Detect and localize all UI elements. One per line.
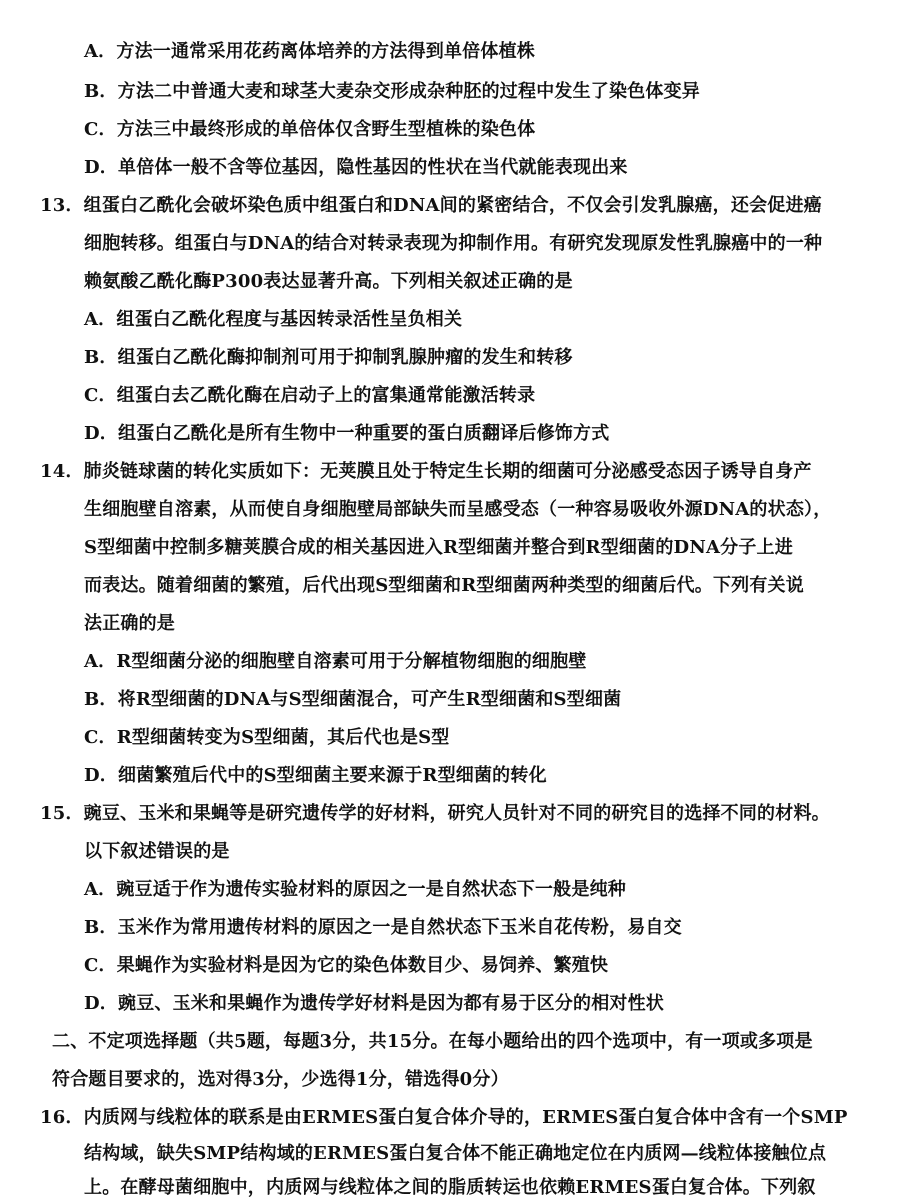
q15-stem-line-1: 15．豌豆、玉米和果蝇等是研究遗传学的好材料，研究人员针对不同的研究目的选择不同的材料。 — [40, 803, 830, 824]
q15-option-b: B．玉米作为常用遗传材料的原因之一是自然状态下玉米自花传粉，易自交 — [84, 917, 682, 938]
q16-stem-line-2: 结构域，缺失SMP结构域的ERMES蛋白复合体不能正确地定位在内质网—线粒体接触位点 — [84, 1143, 827, 1164]
q14-option-d: D．细菌繁殖后代中的S型细菌主要来源于R型细菌的转化 — [84, 765, 547, 786]
q13-stem-line-3: 赖氨酸乙酰化酶P300表达显著升高。下列相关叙述正确的是 — [84, 271, 573, 292]
q13-option-b: B．组蛋白乙酰化酶抑制剂可用于抑制乳腺肿瘤的发生和转移 — [84, 347, 573, 368]
q12-option-c: C．方法三中最终形成的单倍体仅含野生型植株的染色体 — [84, 119, 536, 140]
q14-stem-line-1: 14．肺炎链球菌的转化实质如下：无荚膜且处于特定生长期的细菌可分泌感受态因子诱导自身产 — [40, 461, 812, 482]
q13-stem-line-1: 13．组蛋白乙酰化会破坏染色质中组蛋白和DNA间的紧密结合，不仅会引发乳腺癌，还会促进癌 — [40, 195, 822, 216]
q12-option-a: A．方法一通常采用花药离体培养的方法得到单倍体植株 — [84, 41, 535, 62]
q15-option-c: C．果蝇作为实验材料是因为它的染色体数目少、易饲养、繁殖快 — [84, 955, 609, 976]
section-2-header-line-1: 二、不定项选择题（共5题，每题3分，共15分。在每小题给出的四个选项中，有一项或多项是 — [52, 1031, 813, 1052]
q13-option-a: A．组蛋白乙酰化程度与基因转录活性呈负相关 — [84, 309, 463, 330]
q15-option-a: A．豌豆适于作为遗传实验材料的原因之一是自然状态下一般是纯种 — [84, 879, 626, 900]
q14-stem-line-2: 生细胞壁自溶素，从而使自身细胞壁局部缺失而呈感受态（一种容易吸收外源DNA的状态）， — [84, 499, 832, 520]
section-2-header-line-2: 符合题目要求的，选对得3分，少选得1分，错选得0分） — [52, 1069, 509, 1090]
q15-stem-line-2: 以下叙述错误的是 — [84, 841, 230, 862]
q13-option-d: D．组蛋白乙酰化是所有生物中一种重要的蛋白质翻译后修饰方式 — [84, 423, 610, 444]
q14-option-a: A．R型细菌分泌的细胞壁自溶素可用于分解植物细胞的细胞壁 — [84, 651, 587, 672]
q14-stem-line-3: S型细菌中控制多糖荚膜合成的相关基因进入R型细菌并整合到R型细菌的DNA分子上进 — [84, 537, 793, 558]
q16-stem-line-3: 上。在酵母菌细胞中，内质网与线粒体之间的脂质转运也依赖ERMES蛋白复合体。下列叙 — [84, 1177, 816, 1198]
q15-option-d: D．豌豆、玉米和果蝇作为遗传学好材料是因为都有易于区分的相对性状 — [84, 993, 665, 1014]
q14-stem-line-5: 法正确的是 — [84, 613, 175, 634]
q16-stem-line-1: 16．内质网与线粒体的联系是由ERMES蛋白复合体介导的，ERMES蛋白复合体中含有一个SMP — [40, 1107, 848, 1128]
q13-stem-line-2: 细胞转移。组蛋白与DNA的结合对转录表现为抑制作用。有研究发现原发性乳腺癌中的一种 — [84, 233, 823, 254]
q12-option-d: D．单倍体一般不含等位基因，隐性基因的性状在当代就能表现出来 — [84, 157, 628, 178]
q13-option-c: C．组蛋白去乙酰化酶在启动子上的富集通常能激活转录 — [84, 385, 536, 406]
q14-option-b: B．将R型细菌的DNA与S型细菌混合，可产生R型细菌和S型细菌 — [84, 689, 622, 710]
q14-option-c: C．R型细菌转变为S型细菌，其后代也是S型 — [84, 727, 450, 748]
q12-option-b: B．方法二中普通大麦和球茎大麦杂交形成杂种胚的过程中发生了染色体变异 — [84, 81, 701, 102]
q14-stem-line-4: 而表达。随着细菌的繁殖，后代出现S型细菌和R型细菌两种类型的细菌后代。下列有关说 — [84, 575, 804, 596]
